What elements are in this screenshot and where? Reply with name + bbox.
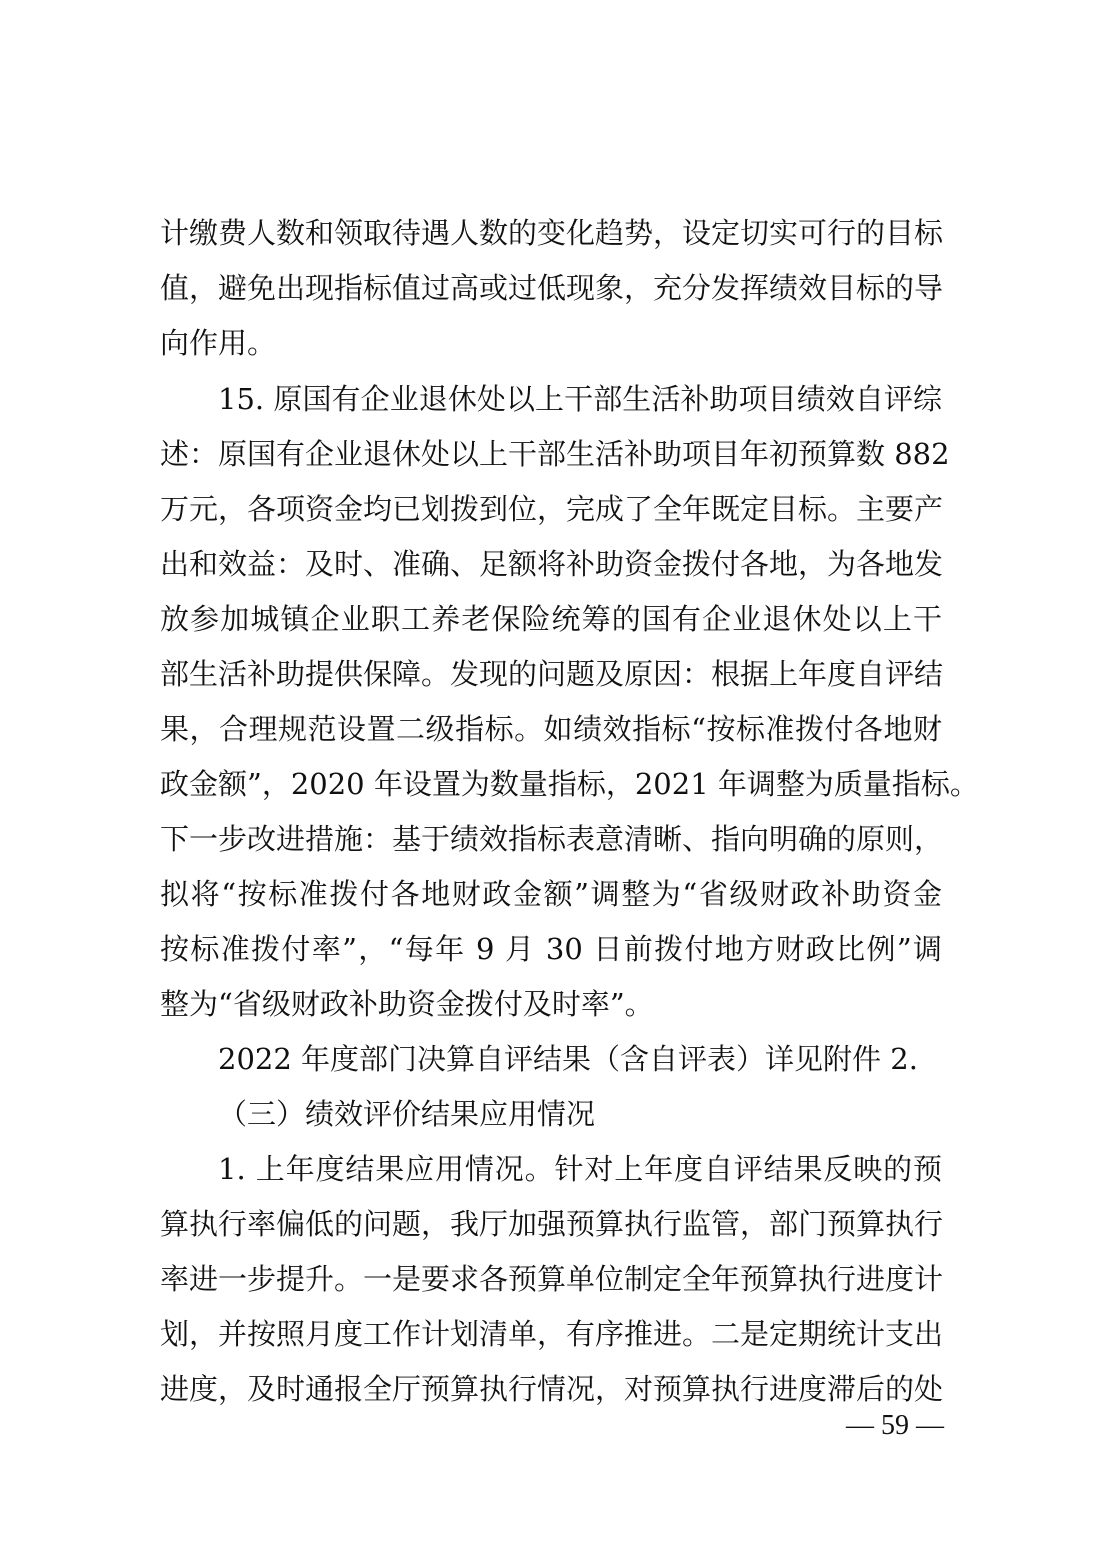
text-line: 1. 上年度结果应用情况。针对上年度自评结果反映的预 [218, 1152, 942, 1186]
text-line: 进度，及时通报全厅预算执行情况，对预算执行进度滞后的处 [160, 1372, 944, 1406]
text-line: 万元，各项资金均已划拨到位，完成了全年既定目标。主要产 [160, 492, 944, 526]
page-number: — 59 — [846, 1410, 944, 1441]
text-line: 述：原国有企业退休处以上干部生活补助项目年初预算数 882 [160, 437, 950, 471]
text-line: 部生活补助提供保障。发现的问题及原因：根据上年度自评结 [160, 657, 944, 691]
text-line: 率进一步提升。一是要求各预算单位制定全年预算执行进度计 [160, 1262, 944, 1296]
text-line: 政金额”，2020 年设置为数量指标，2021 年调整为质量指标。 [160, 767, 979, 801]
text-line: 2022 年度部门决算自评结果（含自评表）详见附件 2. [218, 1042, 918, 1076]
text-line: 下一步改进措施：基于绩效指标表意清晰、指向明确的原则， [160, 822, 944, 856]
text-line: 果，合理规范设置二级指标。如绩效指标“按标准拨付各地财 [160, 712, 942, 746]
text-line: 向作用。 [160, 326, 277, 360]
text-line: 值，避免出现指标值过高或过低现象，充分发挥绩效目标的导 [160, 271, 944, 305]
text-line: 按标准拨付率”，“每年 9 月 30 日前拨付地方财政比例”调 [160, 932, 942, 966]
text-line: 15. 原国有企业退休处以上干部生活补助项目绩效自评综 [218, 382, 942, 416]
text-line: 放参加城镇企业职工养老保险统筹的国有企业退休处以上干 [160, 602, 942, 636]
text-line: 出和效益：及时、准确、足额将补助资金拨付各地，为各地发 [160, 547, 944, 581]
text-line: （三）绩效评价结果应用情况 [218, 1097, 596, 1131]
text-line: 计缴费人数和领取待遇人数的变化趋势，设定切实可行的目标 [160, 216, 944, 250]
text-line: 整为“省级财政补助资金拨付及时率”。 [160, 987, 654, 1021]
text-line: 划，并按照月度工作计划清单，有序推进。二是定期统计支出 [160, 1317, 944, 1351]
text-line: 算执行率偏低的问题，我厅加强预算执行监管，部门预算执行 [160, 1207, 944, 1241]
text-line: 拟将“按标准拨付各地财政金额”调整为“省级财政补助资金 [160, 877, 942, 911]
